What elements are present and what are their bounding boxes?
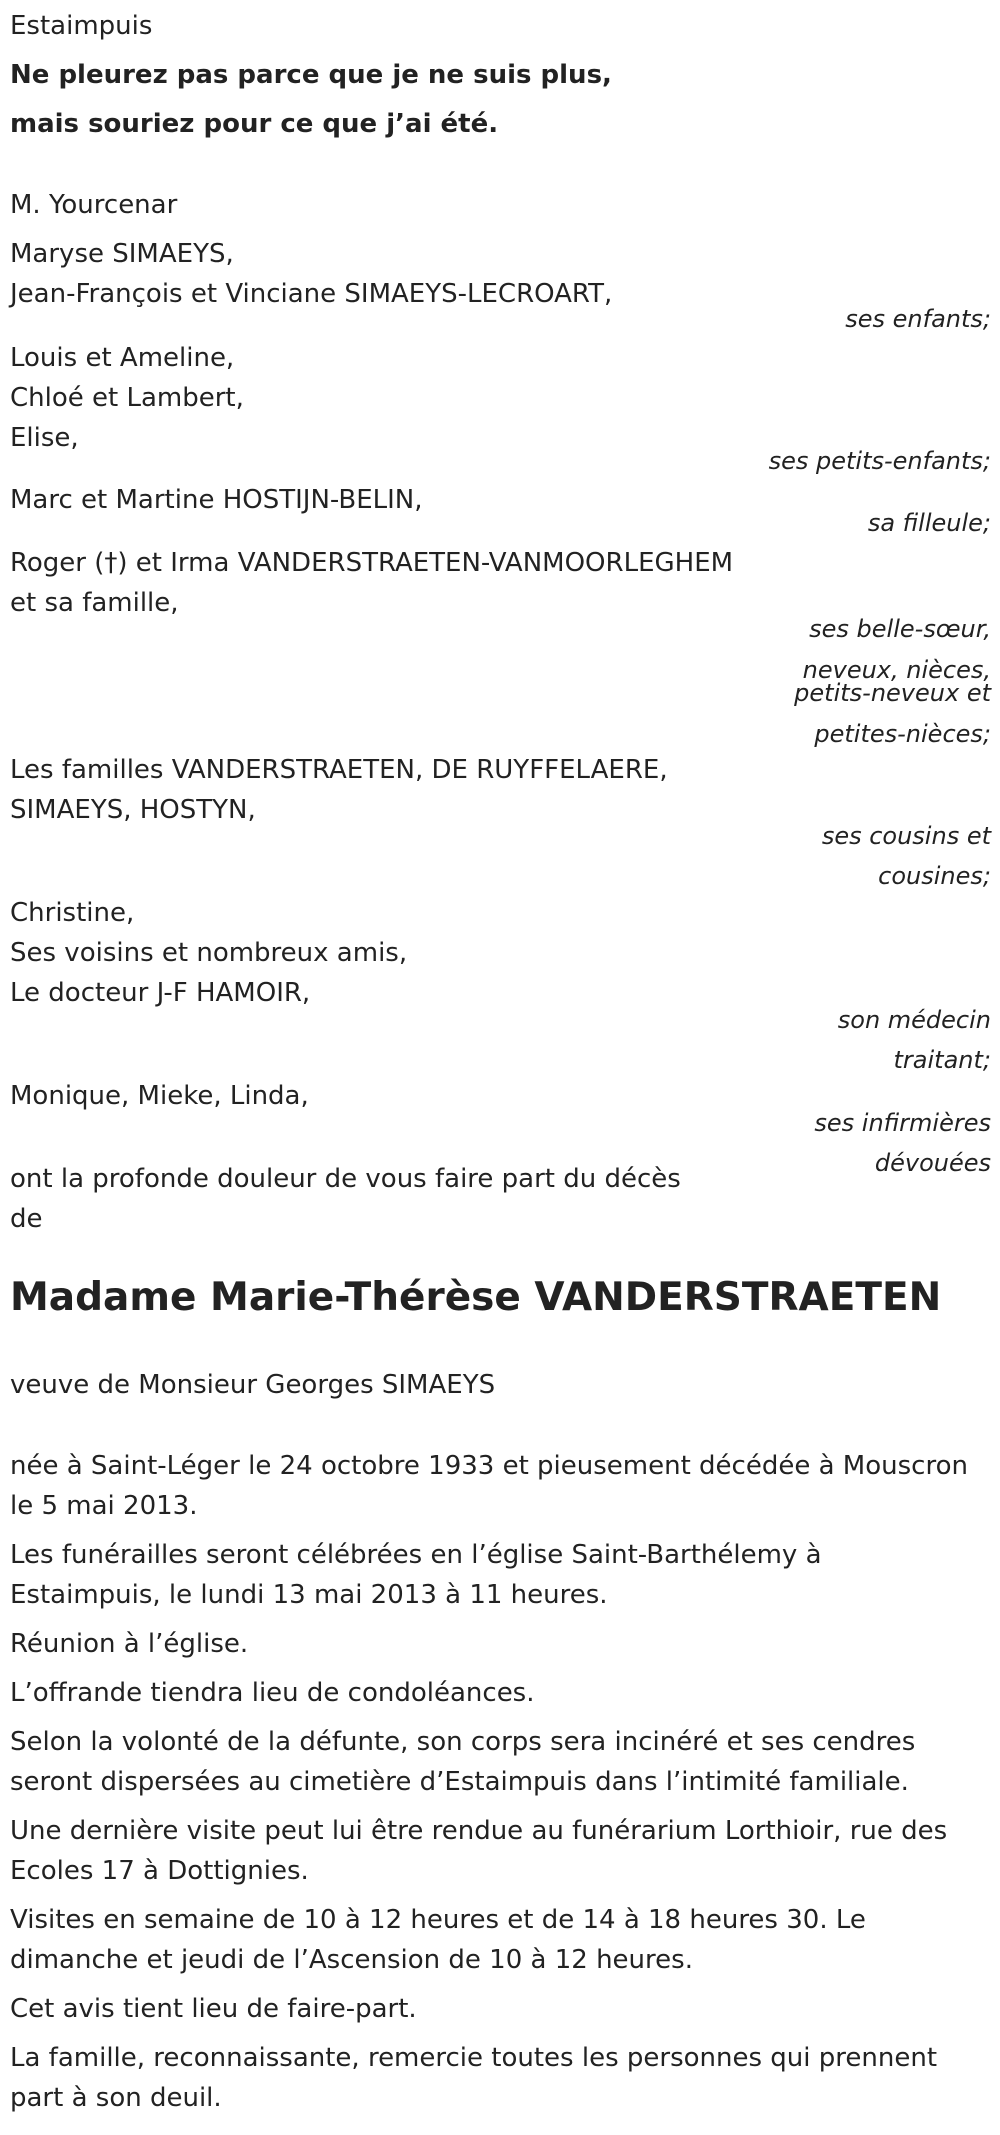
mourner-maryse: Maryse SIMAEYS, xyxy=(10,239,234,269)
deceased-name: Madame Marie-Thérèse VANDERSTRAETEN xyxy=(10,1275,942,1320)
mourner-monique: Monique, Mieke, Linda, xyxy=(10,1081,309,1111)
relation-cousins-line-2: cousines; xyxy=(878,862,991,890)
mourner-chloe: Chloé et Lambert, xyxy=(10,383,244,413)
detail-remerciement-line-1: La famille, reconnaissante, remercie toutes les personnes qui prennent xyxy=(10,2043,938,2073)
mourner-familles-line-2: SIMAEYS, HOSTYN, xyxy=(10,795,256,825)
mourner-jean-francois: Jean-François et Vinciane SIMAEYS-LECROART, xyxy=(10,279,613,309)
detail-volonte-line-2: seront dispersées au cimetière d’Estaimpuis dans l’intimité familiale. xyxy=(10,1767,909,1797)
detail-horaires-line-2: dimanche et jeudi de l’Ascension de 10 à 12 heures. xyxy=(10,1945,693,1975)
detail-volonte-line-1: Selon la volonté de la défunte, son corps sera incinéré et ses cendres xyxy=(10,1727,916,1757)
detail-birth-line-1: née à Saint-Léger le 24 octobre 1933 et pieusement décédée à Mouscron xyxy=(10,1451,968,1481)
mourner-familles-line-1: Les familles VANDERSTRAETEN, DE RUYFFELAERE, xyxy=(10,755,668,785)
relation-filleule: sa filleule; xyxy=(867,509,991,537)
detail-birth-line-2: le 5 mai 2013. xyxy=(10,1491,198,1521)
mourner-marc: Marc et Martine HOSTIJN-BELIN, xyxy=(10,485,423,515)
location-heading: Estaimpuis xyxy=(10,11,153,41)
detail-horaires-line-1: Visites en semaine de 10 à 12 heures et de 14 à 18 heures 30. Le xyxy=(10,1905,866,1935)
mourner-christine: Christine, xyxy=(10,898,135,928)
detail-funeral-line-1: Les funérailles seront célébrées en l’église Saint-Barthélemy à xyxy=(10,1540,822,1570)
detail-reunion: Réunion à l’église. xyxy=(10,1629,249,1659)
mourner-et-sa-famille: et sa famille, xyxy=(10,588,179,618)
mourner-docteur: Le docteur J-F HAMOIR, xyxy=(10,978,311,1008)
relation-petites-nieces: petites-nièces; xyxy=(814,720,991,748)
relation-enfants: ses enfants; xyxy=(845,305,991,333)
relation-belle-soeur: ses belle-sœur, xyxy=(809,615,991,643)
mourner-voisins: Ses voisins et nombreux amis, xyxy=(10,938,408,968)
detail-funeral-line-2: Estaimpuis, le lundi 13 mai 2013 à 11 heures. xyxy=(10,1580,608,1610)
announcement-line-2: de xyxy=(10,1204,43,1234)
quote-line-2: mais souriez pour ce que j’ai été. xyxy=(10,109,499,139)
mourner-yourcenar: M. Yourcenar xyxy=(10,190,178,220)
detail-remerciement-line-2: part à son deuil. xyxy=(10,2083,222,2113)
detail-visite-line-2: Ecoles 17 à Dottignies. xyxy=(10,1856,309,1886)
mourner-elise: Elise, xyxy=(10,423,79,453)
detail-visite-line-1: Une dernière visite peut lui être rendue au funérarium Lorthioir, rue des xyxy=(10,1816,948,1846)
relation-infirmieres-line-1: ses infirmières xyxy=(814,1109,991,1137)
relation-petits-neveux: petits-neveux et xyxy=(794,679,991,707)
mourner-louis: Louis et Ameline, xyxy=(10,343,235,373)
announcement-line-1: ont la profonde douleur de vous faire part du décès xyxy=(10,1164,681,1194)
deceased-widow-of: veuve de Monsieur Georges SIMAEYS xyxy=(10,1370,496,1400)
quote-line-1: Ne pleurez pas parce que je ne suis plus, xyxy=(10,60,612,90)
relation-petits-enfants: ses petits-enfants; xyxy=(768,447,991,475)
relation-cousins-line-1: ses cousins et xyxy=(821,822,991,850)
relation-medecin-line-2: traitant; xyxy=(893,1046,991,1074)
relation-neveux: neveux, nièces, xyxy=(802,656,991,684)
relation-infirmieres-line-2: dévouées xyxy=(874,1149,991,1177)
relation-medecin-line-1: son médecin xyxy=(837,1006,991,1034)
detail-faire-part: Cet avis tient lieu de faire-part. xyxy=(10,1994,417,2024)
detail-offrande: L’offrande tiendra lieu de condoléances. xyxy=(10,1678,535,1708)
mourner-roger: Roger (†) et Irma VANDERSTRAETEN-VANMOORLEGHEM xyxy=(10,548,734,578)
